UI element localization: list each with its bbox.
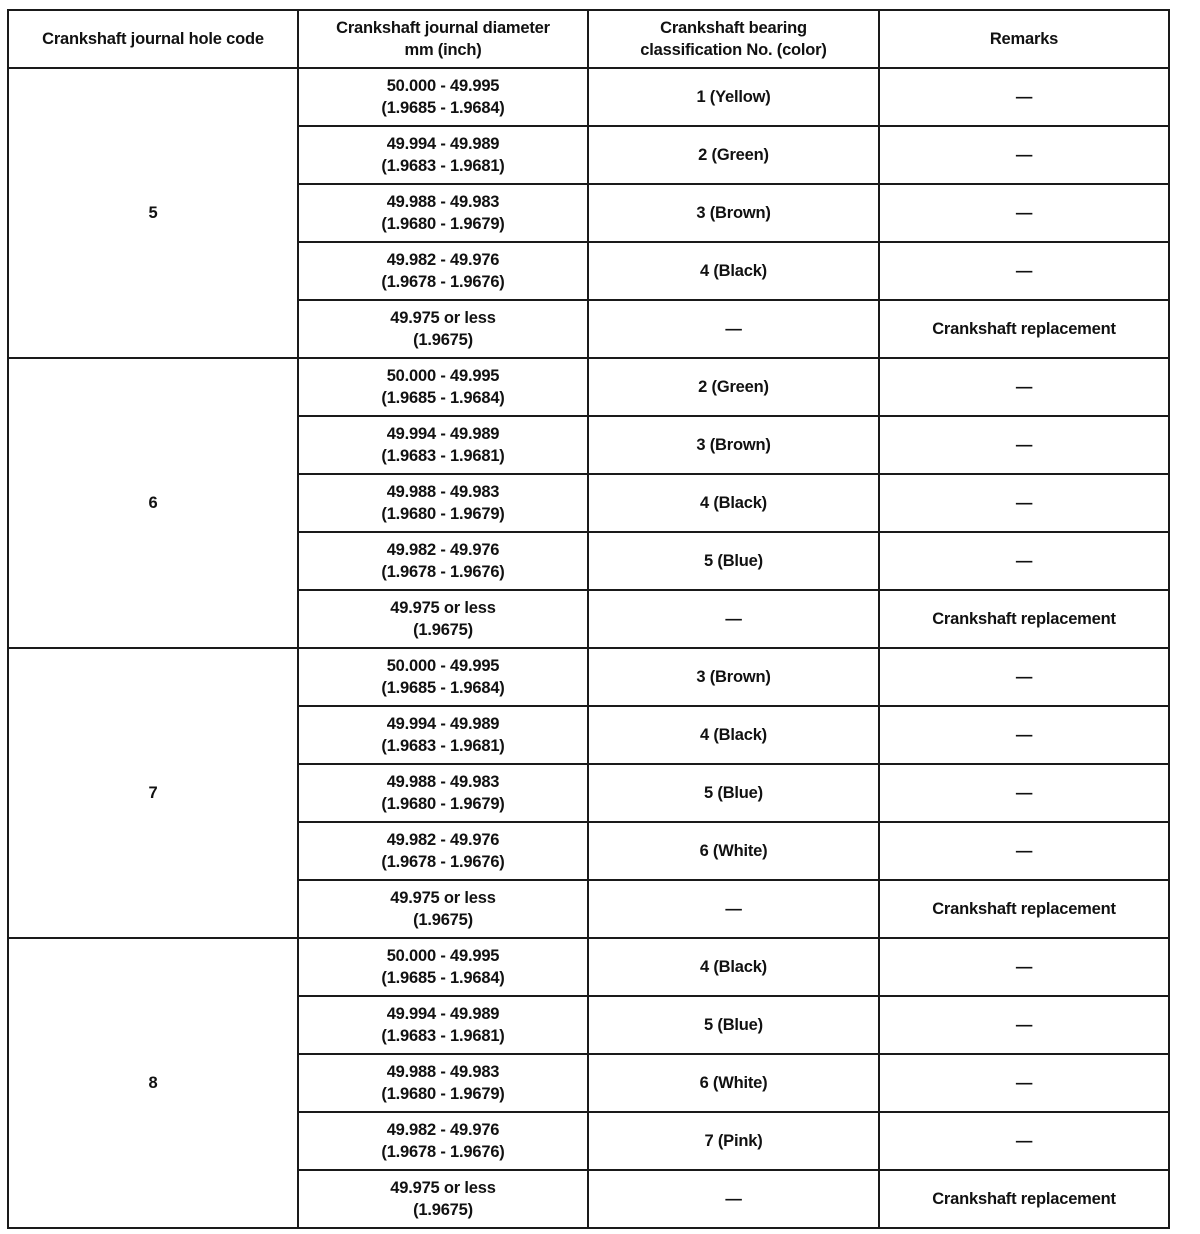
header-classification-line2: classification No. (color) xyxy=(640,41,827,59)
remarks-cell: — xyxy=(879,358,1169,416)
diameter-inch: (1.9683 - 1.9681) xyxy=(381,737,505,755)
diameter-mm: 49.994 - 49.989 xyxy=(386,715,500,733)
header-hole-code-label: Crankshaft journal hole code xyxy=(42,30,264,48)
diameter-mm: 49.988 - 49.983 xyxy=(386,1063,500,1081)
bearing-classification-cell: 5 (Blue) xyxy=(588,764,879,822)
table-header-row xyxy=(8,10,1169,68)
remarks-cell: Crankshaft replacement xyxy=(879,300,1169,358)
journal-diameter-cell xyxy=(298,184,588,242)
header-journal-diameter xyxy=(298,10,588,68)
diameter-inch: (1.9685 - 1.9684) xyxy=(381,679,505,697)
journal-diameter-cell xyxy=(298,474,588,532)
bearing-classification-cell: 3 (Brown) xyxy=(588,184,879,242)
remarks-cell: — xyxy=(879,996,1169,1054)
header-bearing-classification xyxy=(588,10,879,68)
remarks-cell: — xyxy=(879,648,1169,706)
remarks-cell: — xyxy=(879,532,1169,590)
bearing-selection-table xyxy=(7,9,1170,1229)
diameter-inch: (1.9678 - 1.9676) xyxy=(381,853,505,871)
diameter-inch: (1.9683 - 1.9681) xyxy=(381,1027,505,1045)
journal-diameter-cell xyxy=(298,880,588,938)
diameter-mm: 50.000 - 49.995 xyxy=(386,367,500,385)
bearing-classification-cell: — xyxy=(588,1170,879,1228)
journal-diameter-cell xyxy=(298,996,588,1054)
header-journal-diameter-line1: Crankshaft journal diameter xyxy=(336,19,550,37)
diameter-mm: 49.988 - 49.983 xyxy=(386,773,500,791)
diameter-mm: 49.994 - 49.989 xyxy=(386,135,500,153)
journal-diameter-cell xyxy=(298,532,588,590)
table-body xyxy=(8,68,1169,1228)
table-row xyxy=(8,648,1169,706)
diameter-inch: (1.9680 - 1.9679) xyxy=(381,505,505,523)
remarks-cell: — xyxy=(879,184,1169,242)
bearing-classification-cell: 4 (Black) xyxy=(588,706,879,764)
hole-code-cell: 5 xyxy=(8,68,298,358)
remarks-cell: — xyxy=(879,126,1169,184)
remarks-cell: — xyxy=(879,242,1169,300)
remarks-cell: Crankshaft replacement xyxy=(879,590,1169,648)
journal-diameter-cell xyxy=(298,68,588,126)
bearing-classification-cell: 5 (Blue) xyxy=(588,996,879,1054)
header-journal-diameter-line2: mm (inch) xyxy=(404,41,482,59)
remarks-cell: — xyxy=(879,1112,1169,1170)
header-remarks-label: Remarks xyxy=(989,30,1059,48)
journal-diameter-cell xyxy=(298,358,588,416)
remarks-cell: — xyxy=(879,416,1169,474)
header-hole-code xyxy=(8,10,298,68)
remarks-cell: — xyxy=(879,474,1169,532)
diameter-inch: (1.9675) xyxy=(413,1201,473,1219)
header-remarks xyxy=(879,10,1169,68)
diameter-inch: (1.9680 - 1.9679) xyxy=(381,795,505,813)
journal-diameter-cell xyxy=(298,416,588,474)
journal-diameter-cell xyxy=(298,1054,588,1112)
diameter-inch: (1.9683 - 1.9681) xyxy=(381,157,505,175)
bearing-classification-cell: 3 (Brown) xyxy=(588,416,879,474)
bearing-classification-cell: 2 (Green) xyxy=(588,126,879,184)
bearing-classification-cell: — xyxy=(588,590,879,648)
bearing-classification-cell: 5 (Blue) xyxy=(588,532,879,590)
diameter-inch: (1.9675) xyxy=(413,331,473,349)
hole-code-cell: 6 xyxy=(8,358,298,648)
journal-diameter-cell xyxy=(298,590,588,648)
remarks-cell: Crankshaft replacement xyxy=(879,880,1169,938)
diameter-mm: 49.975 or less xyxy=(390,599,496,617)
hole-code-cell: 7 xyxy=(8,648,298,938)
journal-diameter-cell xyxy=(298,938,588,996)
diameter-mm: 49.982 - 49.976 xyxy=(386,251,500,269)
diameter-mm: 49.975 or less xyxy=(390,309,496,327)
header-classification-line1: Crankshaft bearing xyxy=(660,19,807,37)
diameter-mm: 49.994 - 49.989 xyxy=(386,1005,500,1023)
diameter-mm: 49.975 or less xyxy=(390,1179,496,1197)
diameter-inch: (1.9683 - 1.9681) xyxy=(381,447,505,465)
diameter-inch: (1.9685 - 1.9684) xyxy=(381,389,505,407)
diameter-mm: 49.994 - 49.989 xyxy=(386,425,500,443)
diameter-mm: 50.000 - 49.995 xyxy=(386,77,500,95)
journal-diameter-cell xyxy=(298,706,588,764)
journal-diameter-cell xyxy=(298,1112,588,1170)
diameter-mm: 49.988 - 49.983 xyxy=(386,483,500,501)
journal-diameter-cell xyxy=(298,126,588,184)
diameter-inch: (1.9685 - 1.9684) xyxy=(381,99,505,117)
diameter-mm: 49.982 - 49.976 xyxy=(386,1121,500,1139)
bearing-classification-cell: 4 (Black) xyxy=(588,242,879,300)
bearing-classification-cell: 6 (White) xyxy=(588,1054,879,1112)
diameter-inch: (1.9675) xyxy=(413,911,473,929)
table-row xyxy=(8,938,1169,996)
remarks-cell: — xyxy=(879,764,1169,822)
bearing-classification-cell: 4 (Black) xyxy=(588,938,879,996)
diameter-mm: 49.982 - 49.976 xyxy=(386,541,500,559)
remarks-cell: Crankshaft replacement xyxy=(879,1170,1169,1228)
diameter-inch: (1.9678 - 1.9676) xyxy=(381,563,505,581)
bearing-classification-cell: 1 (Yellow) xyxy=(588,68,879,126)
journal-diameter-cell xyxy=(298,648,588,706)
journal-diameter-cell xyxy=(298,764,588,822)
table-row xyxy=(8,358,1169,416)
diameter-mm: 49.975 or less xyxy=(390,889,496,907)
diameter-mm: 49.982 - 49.976 xyxy=(386,831,500,849)
journal-diameter-cell xyxy=(298,822,588,880)
bearing-classification-cell: — xyxy=(588,300,879,358)
diameter-inch: (1.9680 - 1.9679) xyxy=(381,1085,505,1103)
journal-diameter-cell xyxy=(298,242,588,300)
diameter-mm: 49.988 - 49.983 xyxy=(386,193,500,211)
remarks-cell: — xyxy=(879,938,1169,996)
remarks-cell: — xyxy=(879,68,1169,126)
journal-diameter-cell xyxy=(298,1170,588,1228)
bearing-classification-cell: 7 (Pink) xyxy=(588,1112,879,1170)
diameter-inch: (1.9675) xyxy=(413,621,473,639)
remarks-cell: — xyxy=(879,1054,1169,1112)
bearing-classification-cell: 2 (Green) xyxy=(588,358,879,416)
bearing-classification-cell: 3 (Brown) xyxy=(588,648,879,706)
diameter-inch: (1.9678 - 1.9676) xyxy=(381,273,505,291)
diameter-inch: (1.9678 - 1.9676) xyxy=(381,1143,505,1161)
remarks-cell: — xyxy=(879,706,1169,764)
bearing-classification-cell: 6 (White) xyxy=(588,822,879,880)
table-row xyxy=(8,68,1169,126)
hole-code-cell: 8 xyxy=(8,938,298,1228)
diameter-mm: 50.000 - 49.995 xyxy=(386,657,500,675)
bearing-classification-cell: 4 (Black) xyxy=(588,474,879,532)
diameter-inch: (1.9685 - 1.9684) xyxy=(381,969,505,987)
bearing-classification-cell: — xyxy=(588,880,879,938)
remarks-cell: — xyxy=(879,822,1169,880)
diameter-inch: (1.9680 - 1.9679) xyxy=(381,215,505,233)
diameter-mm: 50.000 - 49.995 xyxy=(386,947,500,965)
journal-diameter-cell xyxy=(298,300,588,358)
